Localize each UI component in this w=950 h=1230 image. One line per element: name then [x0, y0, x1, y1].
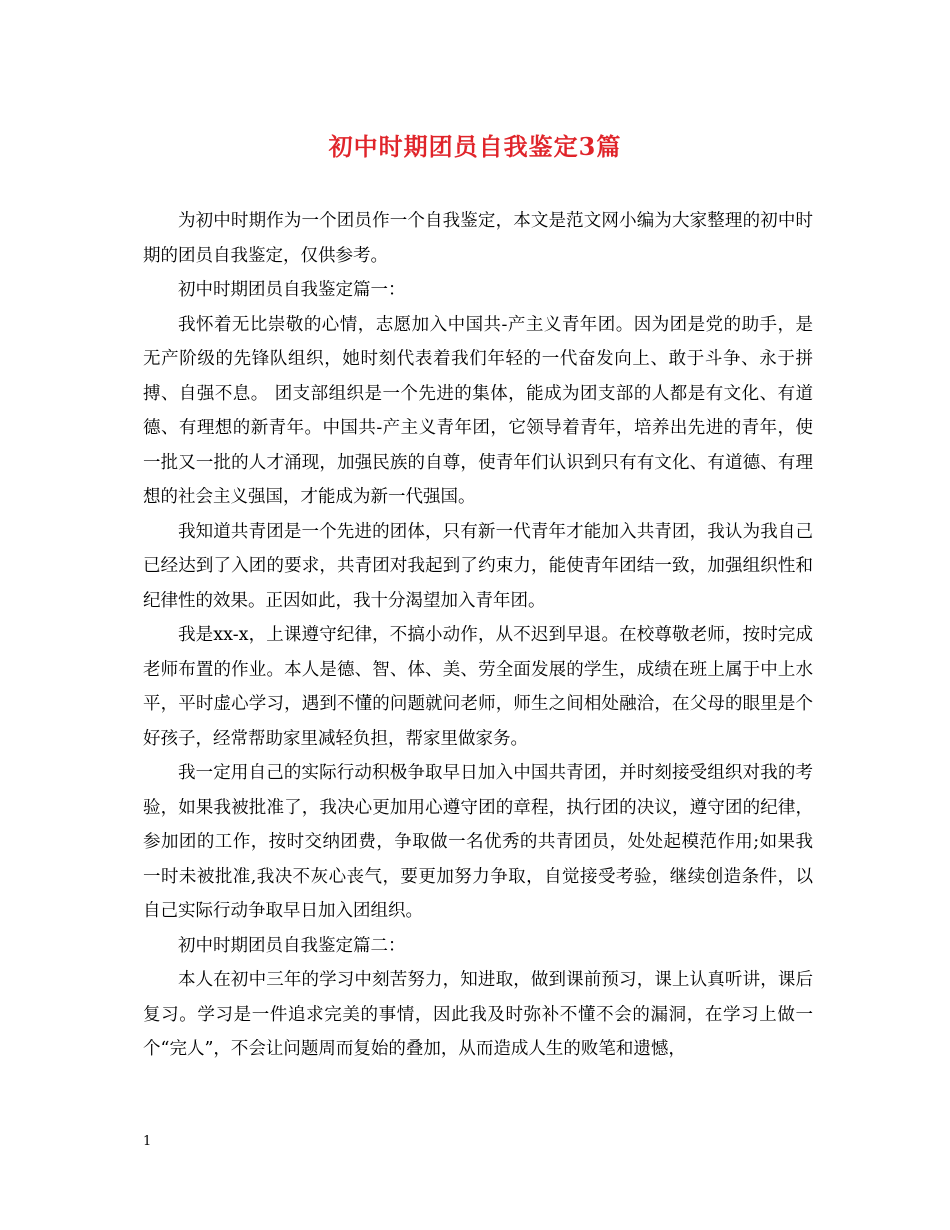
paragraph: 本人在初中三年的学习中刻苦努力，知进取，做到课前预习，课上认真听讲，课后复习。学习是一件追求完美的事情，因此我及时弥补不懂不会的漏洞，在学习上做一个“完人”，不会让问题周而复始的叠加，从而造成人生的败笔和遗憾， — [143, 970, 813, 1059]
paragraph: 我是xx-x，上课遵守纪律，不搞小动作，从不迟到早退。在校尊敬老师，按时完成老师布置的作业。本人是德、智、体、美、劳全面发展的学生，成绩在班上属于中上水平，平时虚心学习，遇到不懂的问题就问老师，师生之间相处融洽，在父母的眼里是个好孩子，经常帮助家里减轻负担，帮家里做家务。 — [143, 625, 813, 749]
paragraph: 我知道共青团是一个先进的团体，只有新一代青年才能加入共青团，我认为我自己已经达到了入团的要求，共青团对我起到了约束力，能使青年团结一致，加强组织性和纪律性的效果。正因如此，我十分渴望加入青年团。 — [143, 521, 813, 611]
document-title: 初中时期团员自我鉴定3篇 — [328, 132, 622, 161]
section-heading-2: 初中时期团员自我鉴定篇二： — [178, 935, 406, 956]
paragraph: 我一定用自己的实际行动积极争取早日加入中国共青团，并时刻接受组织对我的考验，如果我被批准了，我决心更加用心遵守团的章程，执行团的决议，遵守团的纪律，参加团的工作，按时交纳团费，争取做一名优秀的共青团员，处处起模范作用;如果我一时未被批准,我决不灰心丧气，要更加努力争取，自觉接受考验，继续创造条件，以自己实际行动争取早日加入团组织。 — [143, 763, 813, 921]
page-number: 1 — [143, 1134, 152, 1149]
document-body — [143, 204, 813, 1067]
section-heading-1: 初中时期团员自我鉴定篇一： — [178, 280, 406, 300]
paragraph-intro: 为初中时期作为一个团员作一个自我鉴定，本文是范文网小编为大家整理的初中时期的团员自我鉴定，仅供参考。 — [143, 211, 813, 266]
paragraph: 我怀着无比崇敬的心情，志愿加入中国共-产主义青年团。因为团是党的助手，是无产阶级的先锋队组织，她时刻代表着我们年轻的一代奋发向上、敢于斗争、永于拼搏、自强不息。 团支部组织是一个先进的集体，能成为团支部的人都是有文化、有道德、有理想的新青年。中国共-产主义青年团，它领导着青年，培养出先进的青年，使一批又一批的人才涌现，加强民族的自尊，使青年们认识到只有有文化、有道德、有理想的社会主义强国，才能成为新一代强国。 — [143, 314, 813, 507]
